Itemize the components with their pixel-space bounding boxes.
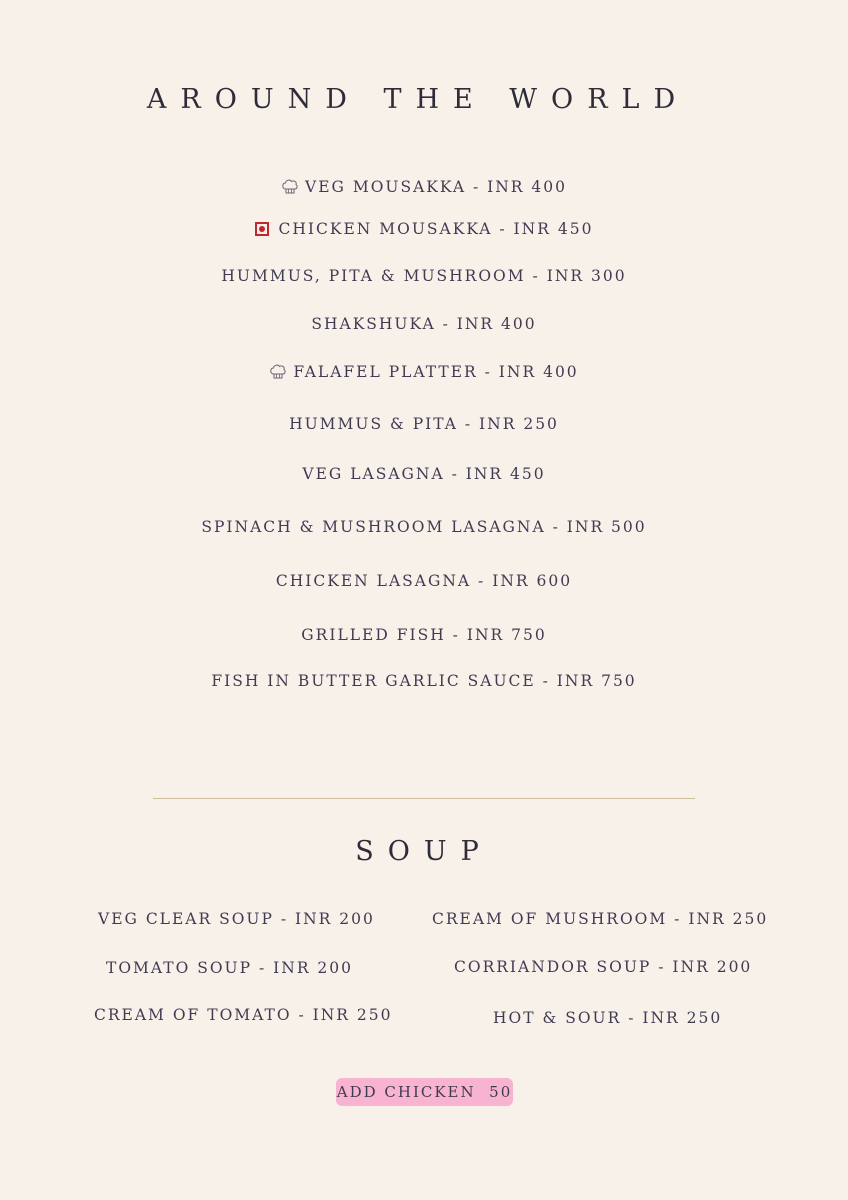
menu-item-label: HUMMUS & PITA - INR 250 [289, 415, 559, 433]
non-veg-icon [255, 222, 269, 236]
soup-item: HOT & SOUR - INR 250 [493, 1009, 723, 1027]
menu-item-label: SHAKSHUKA - INR 400 [311, 315, 537, 333]
soup-item: CREAM OF MUSHROOM - INR 250 [432, 910, 769, 928]
soup-item: VEG CLEAR SOUP - INR 200 [98, 910, 375, 928]
menu-item [0, 465, 848, 483]
menu-item [0, 362, 848, 381]
menu-item [0, 415, 848, 433]
menu-item-label: HUMMUS, PITA & MUSHROOM - INR 300 [221, 267, 627, 285]
menu-item-label: GRILLED FISH - INR 750 [301, 626, 547, 644]
menu-item [0, 177, 848, 196]
menu-item-label: SPINACH & MUSHROOM LASAGNA - INR 500 [201, 518, 647, 536]
menu-item [0, 315, 848, 333]
soup-item: CREAM OF TOMATO - INR 250 [94, 1006, 393, 1024]
menu-item-label: CHICKEN MOUSAKKA - INR 450 [278, 220, 594, 238]
section-title-soup: SOUP [355, 836, 493, 867]
chef-hat-icon [281, 177, 299, 195]
menu-item [0, 672, 848, 690]
add-chicken-badge [336, 1078, 513, 1106]
add-chicken-label: ADD CHICKEN 50 [336, 1083, 513, 1101]
menu-item [0, 518, 848, 536]
soup-item: TOMATO SOUP - INR 200 [106, 959, 354, 977]
menu-item-label: CHICKEN LASAGNA - INR 600 [275, 572, 573, 590]
menu-item-label: VEG MOUSAKKA - INR 400 [305, 178, 567, 196]
soup-item: CORRIANDOR SOUP - INR 200 [454, 958, 753, 976]
menu-item-label: FALAFEL PLATTER - INR 400 [293, 363, 579, 381]
chef-hat-icon [269, 362, 287, 380]
menu-item-label: VEG LASAGNA - INR 450 [302, 465, 546, 483]
menu-item [0, 267, 848, 285]
menu-item [0, 220, 848, 238]
menu-item-label: FISH IN BUTTER GARLIC SAUCE - INR 750 [211, 672, 637, 690]
section-title-around-the-world: AROUND THE WORLD [146, 84, 690, 115]
menu-item [0, 626, 848, 644]
section-divider [153, 798, 695, 799]
menu-item [0, 572, 848, 590]
